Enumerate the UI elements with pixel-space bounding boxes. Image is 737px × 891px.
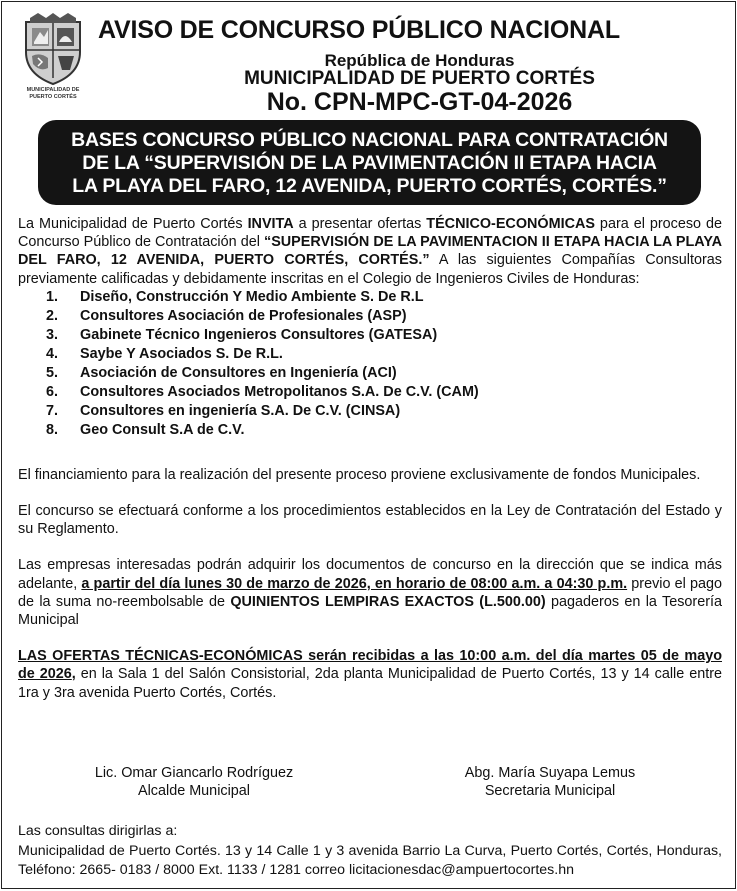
firm-item xyxy=(18,288,722,307)
notice-title: AVISO DE CONCURSO PÚBLICO NACIONAL xyxy=(98,16,620,44)
offers-deadline: LAS OFERTAS TÉCNICAS-ECONÓMICAS serán recibidas a las 10:00 a.m. del día martes 05 de mayo de 2026 xyxy=(18,648,722,683)
documents-fee: QUINIENTOS LEMPIRAS EXACTOS (L.500.00) xyxy=(230,593,546,610)
banner-line: BASES CONCURSO PÚBLICO NACIONAL PARA CONTRATACIÓN xyxy=(71,129,668,151)
offers-location: en la Sala 1 del Salón Consistorial, 2da planta Municipalidad de Puerto Cortés, 13 y 14 calle entre 1ra y 3ra avenida Puerto Cortés, Cortés. xyxy=(18,666,722,701)
intro-text: A las siguientes Compañías Consultoras previamente calificadas y debidamente inscritas en el Colegio de Ingenieros Civiles de Honduras: xyxy=(18,252,723,287)
municipality-label: MUNICIPALIDAD DE PUERTO CORTÉS xyxy=(244,68,595,89)
spacer xyxy=(18,538,722,556)
intro-text: para el proceso de Concurso Público de Contratación del xyxy=(18,216,722,251)
firm-number: 2. xyxy=(46,307,59,324)
firm-number: 7. xyxy=(46,402,59,419)
spacer xyxy=(18,629,722,647)
signatory-name: Lic. Omar Giancarlo Rodríguez xyxy=(94,765,294,781)
contest-banner xyxy=(38,120,701,205)
firm-number: 1. xyxy=(46,288,59,305)
intro-offer-type: TÉCNICO-ECONÓMICAS xyxy=(426,216,595,232)
firm-number: 3. xyxy=(46,326,59,343)
documents-text: Las empresas interesadas podrán adquirir los documentos de concurso en la dirección que se indica más adelante, xyxy=(18,557,722,592)
intro-paragraph xyxy=(18,215,722,288)
firm-number: 5. xyxy=(46,364,59,381)
signature-secretary xyxy=(400,764,700,800)
documents-text: pagaderos en la Tesorería Municipal xyxy=(18,593,722,629)
firm-number: 8. xyxy=(46,421,59,438)
financing-paragraph: El financiamiento para la realización del presente proceso proviene exclusivamente de fondos Municipales. xyxy=(18,466,701,483)
notice-number: No. CPN-MPC-GT-04-2026 xyxy=(266,88,573,116)
seal-caption-line: PUERTO CORTÉS xyxy=(29,93,77,100)
firm-name: Consultores Asociados Metropolitanos S.A. De C.V. (CAM) xyxy=(80,383,479,400)
firm-item xyxy=(18,402,722,421)
firm-item xyxy=(18,345,722,364)
firm-name: Gabinete Técnico Ingenieros Consultores (GATESA) xyxy=(80,326,438,343)
notice-page xyxy=(1,1,736,889)
firm-name: Geo Consult S.A de C.V. xyxy=(80,421,245,438)
documents-text: previo el pago de la suma no-reembolsable de xyxy=(18,575,722,610)
banner-line: DE LA “SUPERVISIÓN DE LA PAVIMENTACIÓN II ETAPA HACIA xyxy=(82,152,657,174)
spacer xyxy=(18,440,722,466)
firm-name: Diseño, Construcción Y Medio Ambiente S. De R.L xyxy=(80,288,424,305)
signature-mayor xyxy=(44,764,344,800)
signatory-title: Secretaria Municipal xyxy=(484,783,616,800)
notice-body xyxy=(18,215,722,702)
firm-name: Consultores en ingeniería S.A. De C.V. (CINSA) xyxy=(80,402,401,419)
firm-item xyxy=(18,383,722,402)
contact-details: Municipalidad de Puerto Cortés. 13 y 14 Calle 1 y 3 avenida Barrio La Curva, Puerto Cortés, Cortés, Honduras, Teléfono: 2665- 0183 / 8000 Ext. 1133 / 1281 correo licitacionesdac@ampuertocortes.hn xyxy=(18,842,722,878)
seal-caption-line: MUNICIPALIDAD DE xyxy=(26,87,80,93)
firm-name: Asociación de Consultores en Ingeniería (ACI) xyxy=(80,364,397,381)
signatory-title: Alcalde Municipal xyxy=(138,783,250,800)
firm-name: Consultores Asociación de Profesionales (ASP) xyxy=(80,307,407,324)
firm-list xyxy=(18,288,722,440)
firm-item xyxy=(18,307,722,326)
spacer xyxy=(18,484,722,502)
firm-item xyxy=(18,326,722,345)
firm-item xyxy=(18,421,722,440)
banner-line: LA PLAYA DEL FARO, 12 AVENIDA, PUERTO CORTÉS, CORTÉS.” xyxy=(72,175,667,197)
documents-schedule: a partir del día lunes 30 de marzo de 2026, en horario de 08:00 a.m. a 04:30 p.m. xyxy=(81,575,628,592)
offers-comma: , xyxy=(71,666,76,683)
firm-item xyxy=(18,364,722,383)
contact-label: Las consultas dirigirlas a: xyxy=(18,823,178,839)
intro-project-name: “SUPERVISIÓN DE LA PAVIMENTACION II ETAPA HACIA LA PLAYA DEL FARO, 12 AVENIDA, PUERTO CORTÉS, CORTÉS.” xyxy=(18,234,722,269)
contact-footer xyxy=(18,822,722,881)
firm-number: 6. xyxy=(46,383,59,400)
intro-invite: INVITA xyxy=(247,216,294,232)
offers-paragraph xyxy=(18,647,722,702)
intro-text: a presentar ofertas xyxy=(293,216,427,232)
firm-number: 4. xyxy=(46,345,59,362)
procedure-paragraph: El concurso se efectuará conforme a los procedimientos establecidos en la Ley de Contratación del Estado y su Reglamento. xyxy=(18,503,722,538)
republic-label: República de Honduras xyxy=(324,51,515,70)
signatory-name: Abg. María Suyapa Lemus xyxy=(464,765,636,781)
firm-name: Saybe Y Asociados S. De R.L. xyxy=(80,345,283,362)
documents-paragraph xyxy=(18,556,722,629)
intro-text: La Municipalidad de Puerto Cortés xyxy=(18,216,248,232)
